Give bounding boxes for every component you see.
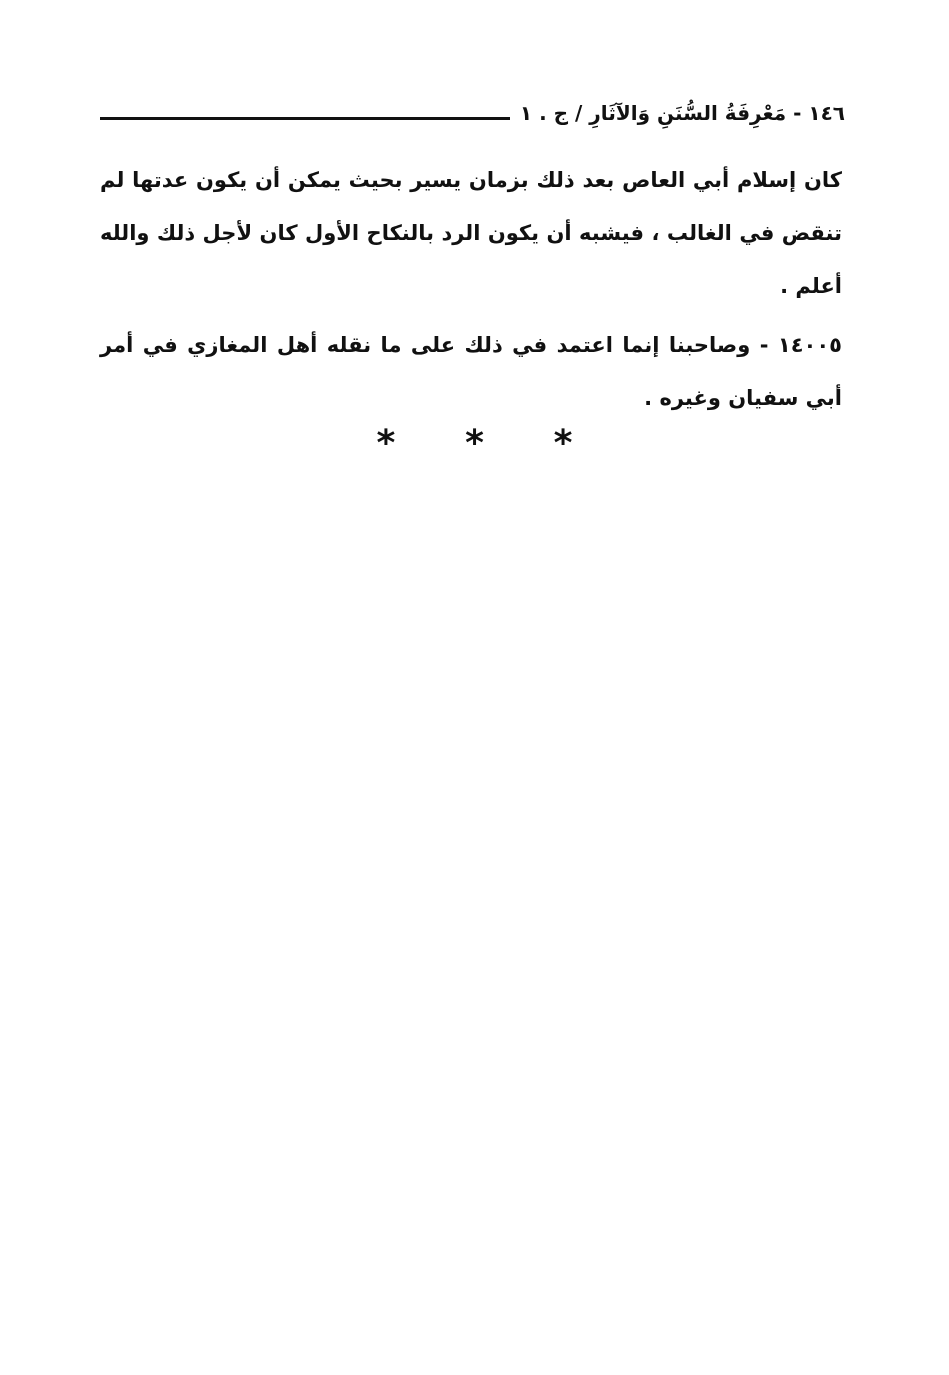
body-text: [100, 154, 842, 425]
paragraph: ١٤٠٠٥ - وصاحبنا إنما اعتمد في ذلك على ما نقله أهل المغازي في أمر أبي سفيان وغيره .: [100, 333, 842, 410]
asterisk-mark: *: [376, 423, 396, 464]
asterisk-mark: *: [553, 423, 573, 464]
running-header: [100, 96, 845, 130]
asterisk-mark: *: [465, 423, 484, 464]
section-separator: [0, 422, 949, 466]
header-title: ١٤٦ - مَعْرِفَةُ السُّنَنِ وَالآثَارِ / ج . ١: [519, 101, 845, 125]
paragraph: كان إسلام أبي العاص بعد ذلك بزمان يسير بحيث يمكن أن يكون عدتها لم تنقض في الغالب ، فيشبه أن يكون الرد بالنكاح الأول كان لأجل ذلك والله أعلم .: [100, 168, 842, 298]
header-rule: [100, 117, 510, 120]
